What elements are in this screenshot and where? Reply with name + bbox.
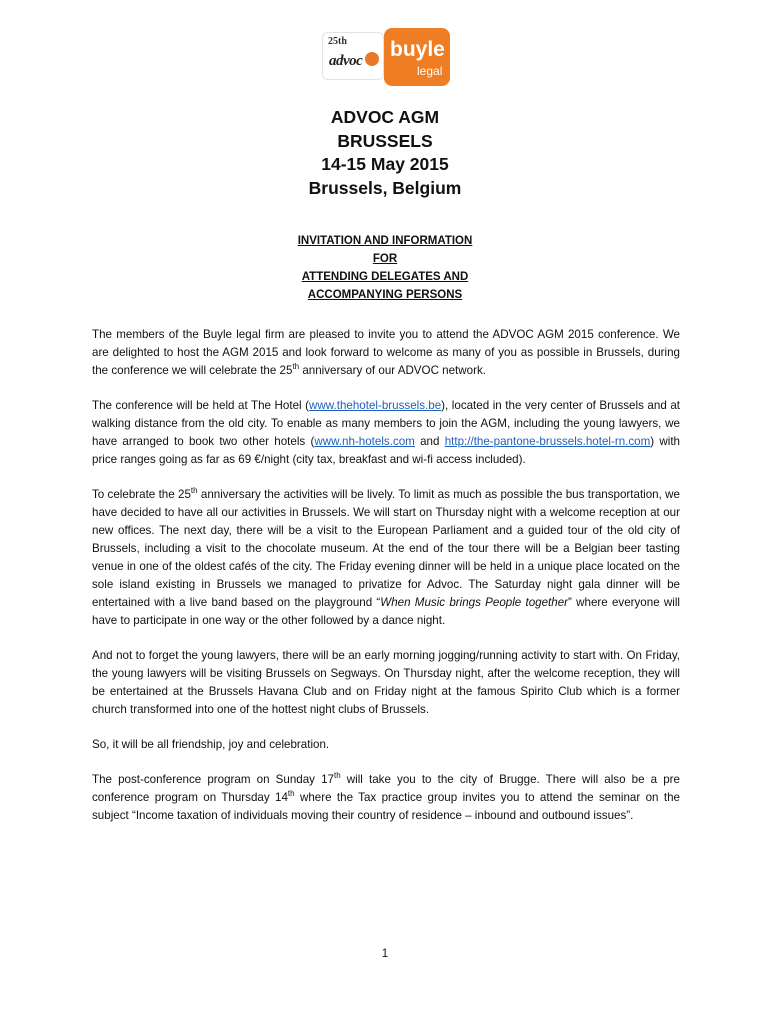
document-subtitle — [0, 232, 770, 304]
paragraph-hotels — [92, 397, 680, 469]
link-thehotel[interactable]: www.thehotel-brussels.be — [309, 399, 442, 412]
paragraph-text: anniversary of our ADVOC network. — [299, 364, 486, 377]
title-line-1: ADVOC AGM — [330, 107, 440, 127]
advoc-logo-text: advoc — [329, 53, 363, 69]
buyle-logo-subtext: legal — [417, 64, 443, 78]
link-pantone[interactable]: http://the-pantone-brussels.hotel-rn.com — [444, 435, 651, 448]
paragraph-text: where the Tax practice group invites you to attend the seminar on the subject “Income taxation of individuals moving their country of residence – inbound and outbound issues”. — [92, 791, 680, 822]
superscript: th — [333, 771, 341, 781]
paragraph-text: The conference will be held at The Hotel ( — [92, 399, 310, 412]
subtitle-line-1: INVITATION AND INFORMATION — [297, 235, 473, 247]
paragraph-young-lawyers: And not to forget the young lawyers, there will be an early morning jogging/running activity to start with. On Friday, the young lawyers will be visiting Brussels on Segways. On Thursday night, after the welcome reception, they will be entertained at the Brussels Havana Club and on Friday night at the famous Spirito Club which is a former church transformed into one of the hottest night clubs of Brussels. — [92, 649, 680, 716]
advoc-ball-icon — [365, 52, 379, 66]
buyle-logo-text: buyle — [390, 38, 445, 61]
paragraph-text: The members of the Buyle legal firm are pleased to invite you to attend the ADVOC AGM 2015 conference. We are delighted to host the AGM 2015 and look forward to welcome as many of you as possible in Brussels, during the conference we will celebrate the 25 — [92, 328, 680, 377]
title-line-3: 14-15 May 2015 — [321, 154, 449, 174]
paragraph-text: ), located in the very center of Brussels and at walking distance from the old city. To enable as many members to join the AGM, including the young lawyers, we have arranged to book two other hotels ( — [92, 399, 680, 448]
paragraph-text: anniversary the activities will be lively. To limit as much as possible the bus transportation, we have decided to have all our activities in Brussels. We will start on Thursday night with a welcome reception at our new offices. The next day, there will be a visit to the European Parliament and a guided tour of the old city of Brussels, including a visit to the chocolate museum. At the end of the tour there will be a Belgian beer tasting venue in one of the oldest cafés of the city. The Friday evening dinner will be held in a unique place located on the sole island existing in Brussels we managed to privatize for Advoc. The Saturday night gala dinner will be entertained with a live band based on the playground “ — [92, 488, 680, 609]
paragraph-text: ” where everyone will have to participate in one way or the other followed by a dance night. — [92, 596, 680, 627]
paragraph-invitation — [92, 326, 680, 380]
title-line-2: BRUSSELS — [337, 130, 433, 151]
paragraph-activities — [92, 486, 680, 630]
paragraph-text: The post-conference program on Sunday 17 — [92, 773, 334, 786]
document-body — [92, 326, 680, 842]
paragraph-celebration: So, it will be all friendship, joy and celebration. — [92, 738, 330, 751]
superscript: th — [190, 486, 198, 496]
subtitle-line-2: FOR — [372, 253, 398, 265]
advoc-anniversary-badge: 25th — [328, 36, 347, 47]
document-title — [0, 106, 770, 200]
title-line-4: Brussels, Belgium — [308, 177, 462, 198]
subtitle-line-4: ACCOMPANYING PERSONS — [307, 289, 463, 301]
paragraph-text: To celebrate the 25 — [92, 488, 191, 501]
page-number: 1 — [381, 948, 389, 960]
italic-text: When Music brings People together — [380, 596, 569, 609]
paragraph-text: ) with price ranges going as far as 69 €/night (city tax, breakfast and wi-fi access included). — [92, 435, 680, 466]
paragraph-programs — [92, 771, 680, 825]
superscript: th — [292, 362, 300, 372]
paragraph-text: and — [414, 435, 445, 448]
buyle-legal-logo — [384, 28, 450, 86]
subtitle-line-3: ATTENDING DELEGATES AND — [301, 271, 469, 283]
header-logos — [322, 28, 450, 86]
paragraph-text: will take you to the city of Brugge. There will also be a pre conference program on Thursday 14 — [92, 773, 680, 804]
advoc-logo — [322, 32, 384, 80]
superscript: th — [287, 789, 295, 799]
link-nh-hotels[interactable]: www.nh-hotels.com — [314, 435, 415, 448]
